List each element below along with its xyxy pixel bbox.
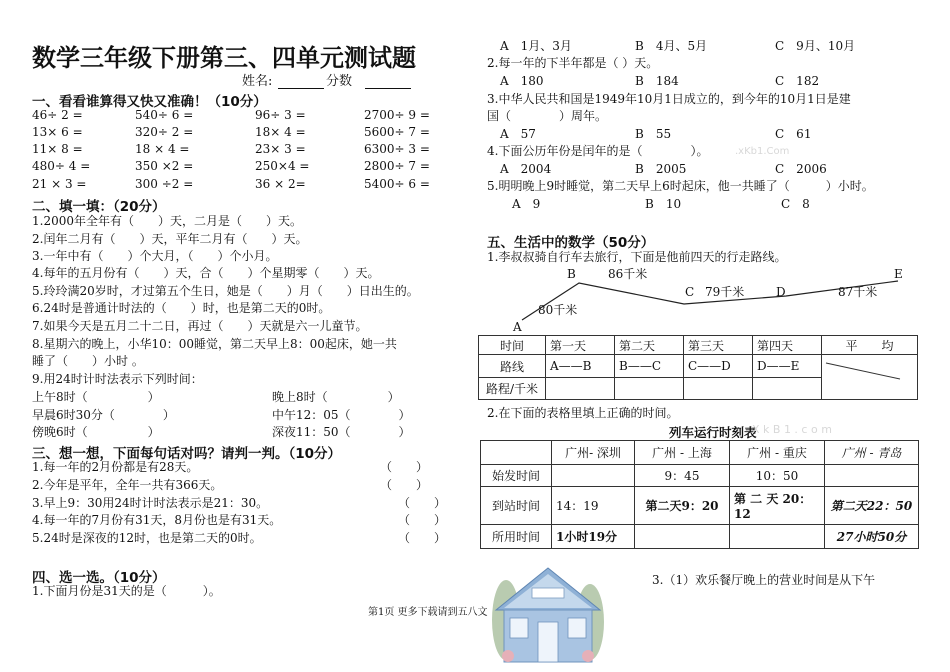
fill-item: 2.闰年二月有（ ）天，平年二月有（ ）天。 [32,232,308,246]
fill-item: 4.每年的五月份有（ ）天，合（ ）个星期零（ ）天。 [32,266,380,280]
choice-option: A 1月、3月 [500,39,572,53]
calc-item: 480÷ 4 = [32,159,91,173]
watermark: X k B 1 . c o m [752,423,832,436]
choice-option: C 2006 [775,162,827,176]
calc-item: 250×4 = [255,159,310,173]
route-th: 时间 [479,336,546,355]
choice-option: B 184 [635,74,679,88]
fill-item: 6.24时是普通计时法的（ ）时，也是第二天的0时。 [32,301,331,315]
watermark: .xKb1.Com [735,146,790,157]
page-title: 数学三年级下册第三、四单元测试题 [32,44,416,72]
choice-option: A 2004 [500,162,552,176]
section3-heading: 三、想一想，下面每句话对吗？请判一判。（10分） [32,446,342,462]
route-cell: D——E [753,355,822,378]
train-cell: 27小时50分 [825,525,919,549]
fill-item: 5.玲玲满20岁时，才过第五个生日，她是（ ）月（ ）日出生的。 [32,284,419,298]
calc-item: 320÷ 2 = [135,125,194,139]
choice-option: C 9月、10月 [775,39,856,53]
judge-mark: （ ） [398,531,447,545]
route-point-c: C [685,285,695,299]
choice-option: B 10 [645,197,682,211]
choice-option: A 9 [512,197,541,211]
route-point-a: A [513,320,522,334]
page-footer: 第1页 更多下载请到五八文 [368,607,488,618]
train-cell: 第 二 天 20：12 [730,487,825,525]
life-q2: 2.在下面的表格里填上正确的时间。 [487,406,679,420]
train-th: 广州- 深圳 [552,441,635,465]
route-th: 第四天 [753,336,822,355]
choice-option: B 55 [635,127,672,141]
route-cell: A——B [546,355,615,378]
choice-q2: 2.每一年的下半年都是（ ）天。 [487,56,659,70]
train-row-label: 到站时间 [481,487,552,525]
calc-item: 2700÷ 9 = [364,108,430,122]
train-cell [730,525,825,549]
train-th: 广州 - 上海 [635,441,730,465]
judge-mark: （ ） [380,478,429,492]
train-cell: 9：45 [635,465,730,487]
time-item: 晚上8时（ ） [272,390,400,404]
train-row-label: 始发时间 [481,465,552,487]
life-q1: 1.李叔叔骑自行车去旅行，下面是他前四天的行走路线。 [487,250,787,264]
section1-heading: 一、看看谁算得又快又准确！（10分） [32,94,267,110]
train-cell: 1小时19分 [552,525,635,549]
judge-mark: （ ） [398,513,447,527]
train-th: 广州 - 重庆 [730,441,825,465]
route-cell: B——C [615,355,684,378]
choice-q3: 3.中华人民共和国是1949年10月1日成立的，到今年的10月1日是建 [487,92,851,106]
choice-option: B 4月、5月 [635,39,708,53]
fill-item: 7.如果今天是五月二十二日，再过（ ）天就是六一儿童节。 [32,319,368,333]
calc-item: 6300÷ 3 = [364,142,430,156]
judge-mark: （ ） [380,460,429,474]
train-cell: 第二天9：20 [635,487,730,525]
calc-item: 18 × 4 = [135,142,190,156]
judge-item: 2.今年是平年，全年一共有366天。 [32,478,223,492]
time-item: 傍晚6时（ ） [32,425,160,439]
route-dist-bc: 86千米 [608,267,648,281]
route-cell-average [822,355,918,400]
calc-item: 46÷ 2 = [32,108,83,122]
route-cell [546,378,615,400]
train-th-blank [481,441,552,465]
choice-option: C 8 [781,197,810,211]
judge-item: 3.早上9：30用24时计时法表示是21：30。 [32,496,269,510]
train-row-label: 所用时间 [481,525,552,549]
route-point-b: B [567,267,576,281]
name-label: 姓名: [242,74,273,89]
choice-option: B 2005 [635,162,687,176]
choice-option: A 180 [500,74,544,88]
calc-item: 23× 3 = [255,142,306,156]
calc-item: 350 ×2 = [135,159,194,173]
calc-item: 13× 6 = [32,125,83,139]
calc-item: 18× 4 = [255,125,306,139]
route-row-label: 路程/千米 [479,378,546,400]
train-cell: 10：50 [730,465,825,487]
life-q3: 3.（1）欢乐餐厅晚上的营业时间是从下午 [652,573,876,587]
calc-item: 5400÷ 6 = [364,177,430,191]
choice-q5: 5.明明晚上9时睡觉，第二天早上6时起床，他一共睡了（ ）小时。 [487,179,874,193]
fill-item: 3.一年中有（ ）个大月，（ ）个小月。 [32,249,278,263]
route-dist-cd: 79千米 [705,285,745,299]
score-label: 分数 [326,74,353,89]
train-cell [825,465,919,487]
calc-item: 21 × 3 = [32,177,87,191]
train-cell [635,525,730,549]
fill-item: 1.2000年全年有（ ）天，二月是（ ）天。 [32,214,302,228]
fill-item: 8.星期六的晚上，小华10：00睡觉，第二天早上8：00起床，她一共 [32,337,397,351]
train-cell: 14：19 [552,487,635,525]
train-table-title: 列车运行时刻表 [669,425,757,440]
train-cell [552,465,635,487]
route-dist-ab: 80千米 [538,303,578,317]
section2-heading: 二、填一填：（20分） [32,199,166,215]
route-point-e: E [894,267,903,281]
choice-option: A 57 [500,127,536,141]
judge-mark: （ ） [398,496,447,510]
time-item: 上午8时（ ） [32,390,160,404]
route-th: 平 均 [822,336,918,355]
time-item: 深夜11：50（ ） [272,425,411,439]
calc-item: 96÷ 3 = [255,108,306,122]
calc-item: 5600÷ 7 = [364,125,430,139]
route-cell [615,378,684,400]
choice-q3-cont: 国（ ）周年。 [487,109,608,123]
fill-item: 睡了（ ）小时 。 [32,354,144,368]
judge-item: 1.每一年的2月份都是有28天。 [32,460,199,474]
calc-item: 540÷ 6 = [135,108,194,122]
route-cell [684,378,753,400]
route-table [478,335,918,400]
diagonal-line [824,361,902,381]
time-item: 早晨6时30分（ ） [32,408,175,422]
section4-heading: 四、选一选。（10分） [32,570,166,586]
calc-item: 36 × 2= [255,177,306,191]
route-cell [753,378,822,400]
choice-option: C 182 [775,74,820,88]
route-th: 第一天 [546,336,615,355]
house-illustration [486,560,610,672]
route-point-d: D [776,285,786,299]
section5-heading: 五、生活中的数学（50分） [487,235,655,251]
route-dist-de: 87千米 [838,285,878,299]
judge-item: 5.24时是深夜的12时，也是第二天的0时。 [32,531,262,545]
route-th: 第三天 [684,336,753,355]
route-row-label: 路线 [479,355,546,378]
train-timetable [480,440,919,549]
route-cell: C——D [684,355,753,378]
time-item: 中午12：05（ ） [272,408,411,422]
choice-q1: 1.下面月份是31天的是（ ）。 [32,584,221,598]
calc-item: 300 ÷2 = [135,177,194,191]
calc-item: 11× 8 = [32,142,83,156]
train-th: 广州 - 青岛 [825,441,919,465]
judge-item: 4.每一年的7月份有31天，8月份也是有31天。 [32,513,282,527]
calc-item: 2800÷ 7 = [364,159,430,173]
route-th: 第二天 [615,336,684,355]
train-cell: 第二天22：50 [825,487,919,525]
choice-q4: 4.下面公历年份是闰年的是（ ）。 [487,144,709,158]
choice-option: C 61 [775,127,812,141]
fill-item: 9.用24时计时法表示下列时间： [32,372,203,386]
